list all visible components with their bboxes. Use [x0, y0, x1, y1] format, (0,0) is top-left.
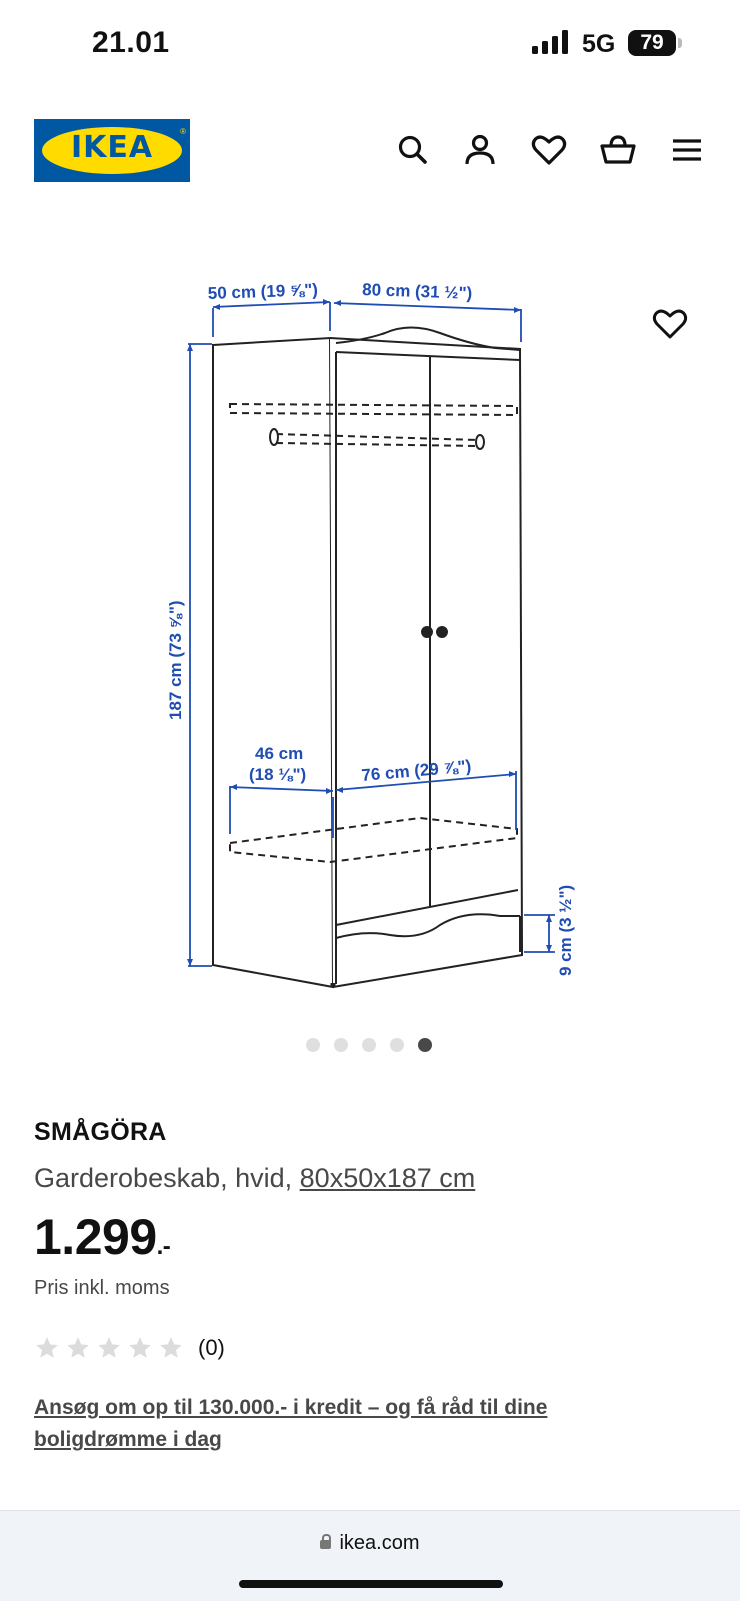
gallery-dot[interactable]: [362, 1038, 376, 1052]
product-measurement-link[interactable]: 80x50x187 cm: [299, 1163, 476, 1193]
url-text: ikea.com: [339, 1532, 420, 1554]
logo-text: IKEA: [70, 130, 154, 165]
product-name: SMÅGÖRA: [34, 1118, 167, 1146]
dimension-width: 80 cm (31 ½"): [361, 280, 473, 303]
dimension-depth: 50 cm (19 ⅝"): [207, 280, 319, 303]
price-value: 1.299: [34, 1209, 157, 1265]
dimension-inner-depth: 46 cm: [255, 744, 304, 763]
product-description: [34, 1163, 475, 1194]
star-icon: [34, 1335, 60, 1361]
star-icon: [65, 1335, 91, 1361]
home-indicator[interactable]: [239, 1580, 503, 1588]
dimension-inner-width: 76 cm (29 ⅞"): [360, 756, 473, 785]
menu-icon[interactable]: [667, 130, 707, 170]
star-icon: [158, 1335, 184, 1361]
network-type: 5G: [582, 30, 616, 58]
lock-icon: [320, 1540, 331, 1549]
search-icon[interactable]: [393, 130, 433, 170]
site-header: [0, 110, 740, 190]
battery-level: 79: [628, 30, 676, 56]
profile-icon[interactable]: [460, 130, 500, 170]
ikea-logo[interactable]: IKEA ®: [34, 119, 190, 182]
gallery-dot[interactable]: [390, 1038, 404, 1052]
gallery-dot[interactable]: [334, 1038, 348, 1052]
gallery-dot[interactable]: [306, 1038, 320, 1052]
dimension-height: 187 cm (73 ⅝"): [166, 600, 185, 720]
address-url[interactable]: [0, 1532, 740, 1555]
star-icon: [96, 1335, 122, 1361]
battery-icon: [628, 30, 684, 56]
dimension-inner-depth-inch: (18 ⅛"): [249, 765, 307, 784]
gallery-dot-active[interactable]: [418, 1038, 432, 1052]
add-to-favourites-icon[interactable]: [650, 304, 690, 344]
status-time: 21.01: [92, 26, 170, 59]
product-image-dimensions[interactable]: [0, 230, 740, 1030]
credit-offer-link[interactable]: Ansøg om op til 130.000.- i kredit – og få råd til dine boligdrømme i dag: [34, 1396, 548, 1451]
signal-icon: [532, 30, 572, 54]
product-price: [34, 1208, 170, 1266]
rating-count: (0): [198, 1335, 225, 1360]
product-type: Garderobeskab, hvid,: [34, 1163, 300, 1193]
browser-address-bar: [0, 1510, 740, 1601]
star-icon: [127, 1335, 153, 1361]
dimension-clearance: 9 cm (3 ½"): [556, 884, 575, 976]
basket-icon[interactable]: [598, 130, 638, 170]
status-bar: [0, 0, 740, 90]
price-note: Pris inkl. moms: [34, 1277, 170, 1299]
favourites-icon[interactable]: [529, 130, 569, 170]
price-suffix: .-: [156, 1233, 171, 1260]
